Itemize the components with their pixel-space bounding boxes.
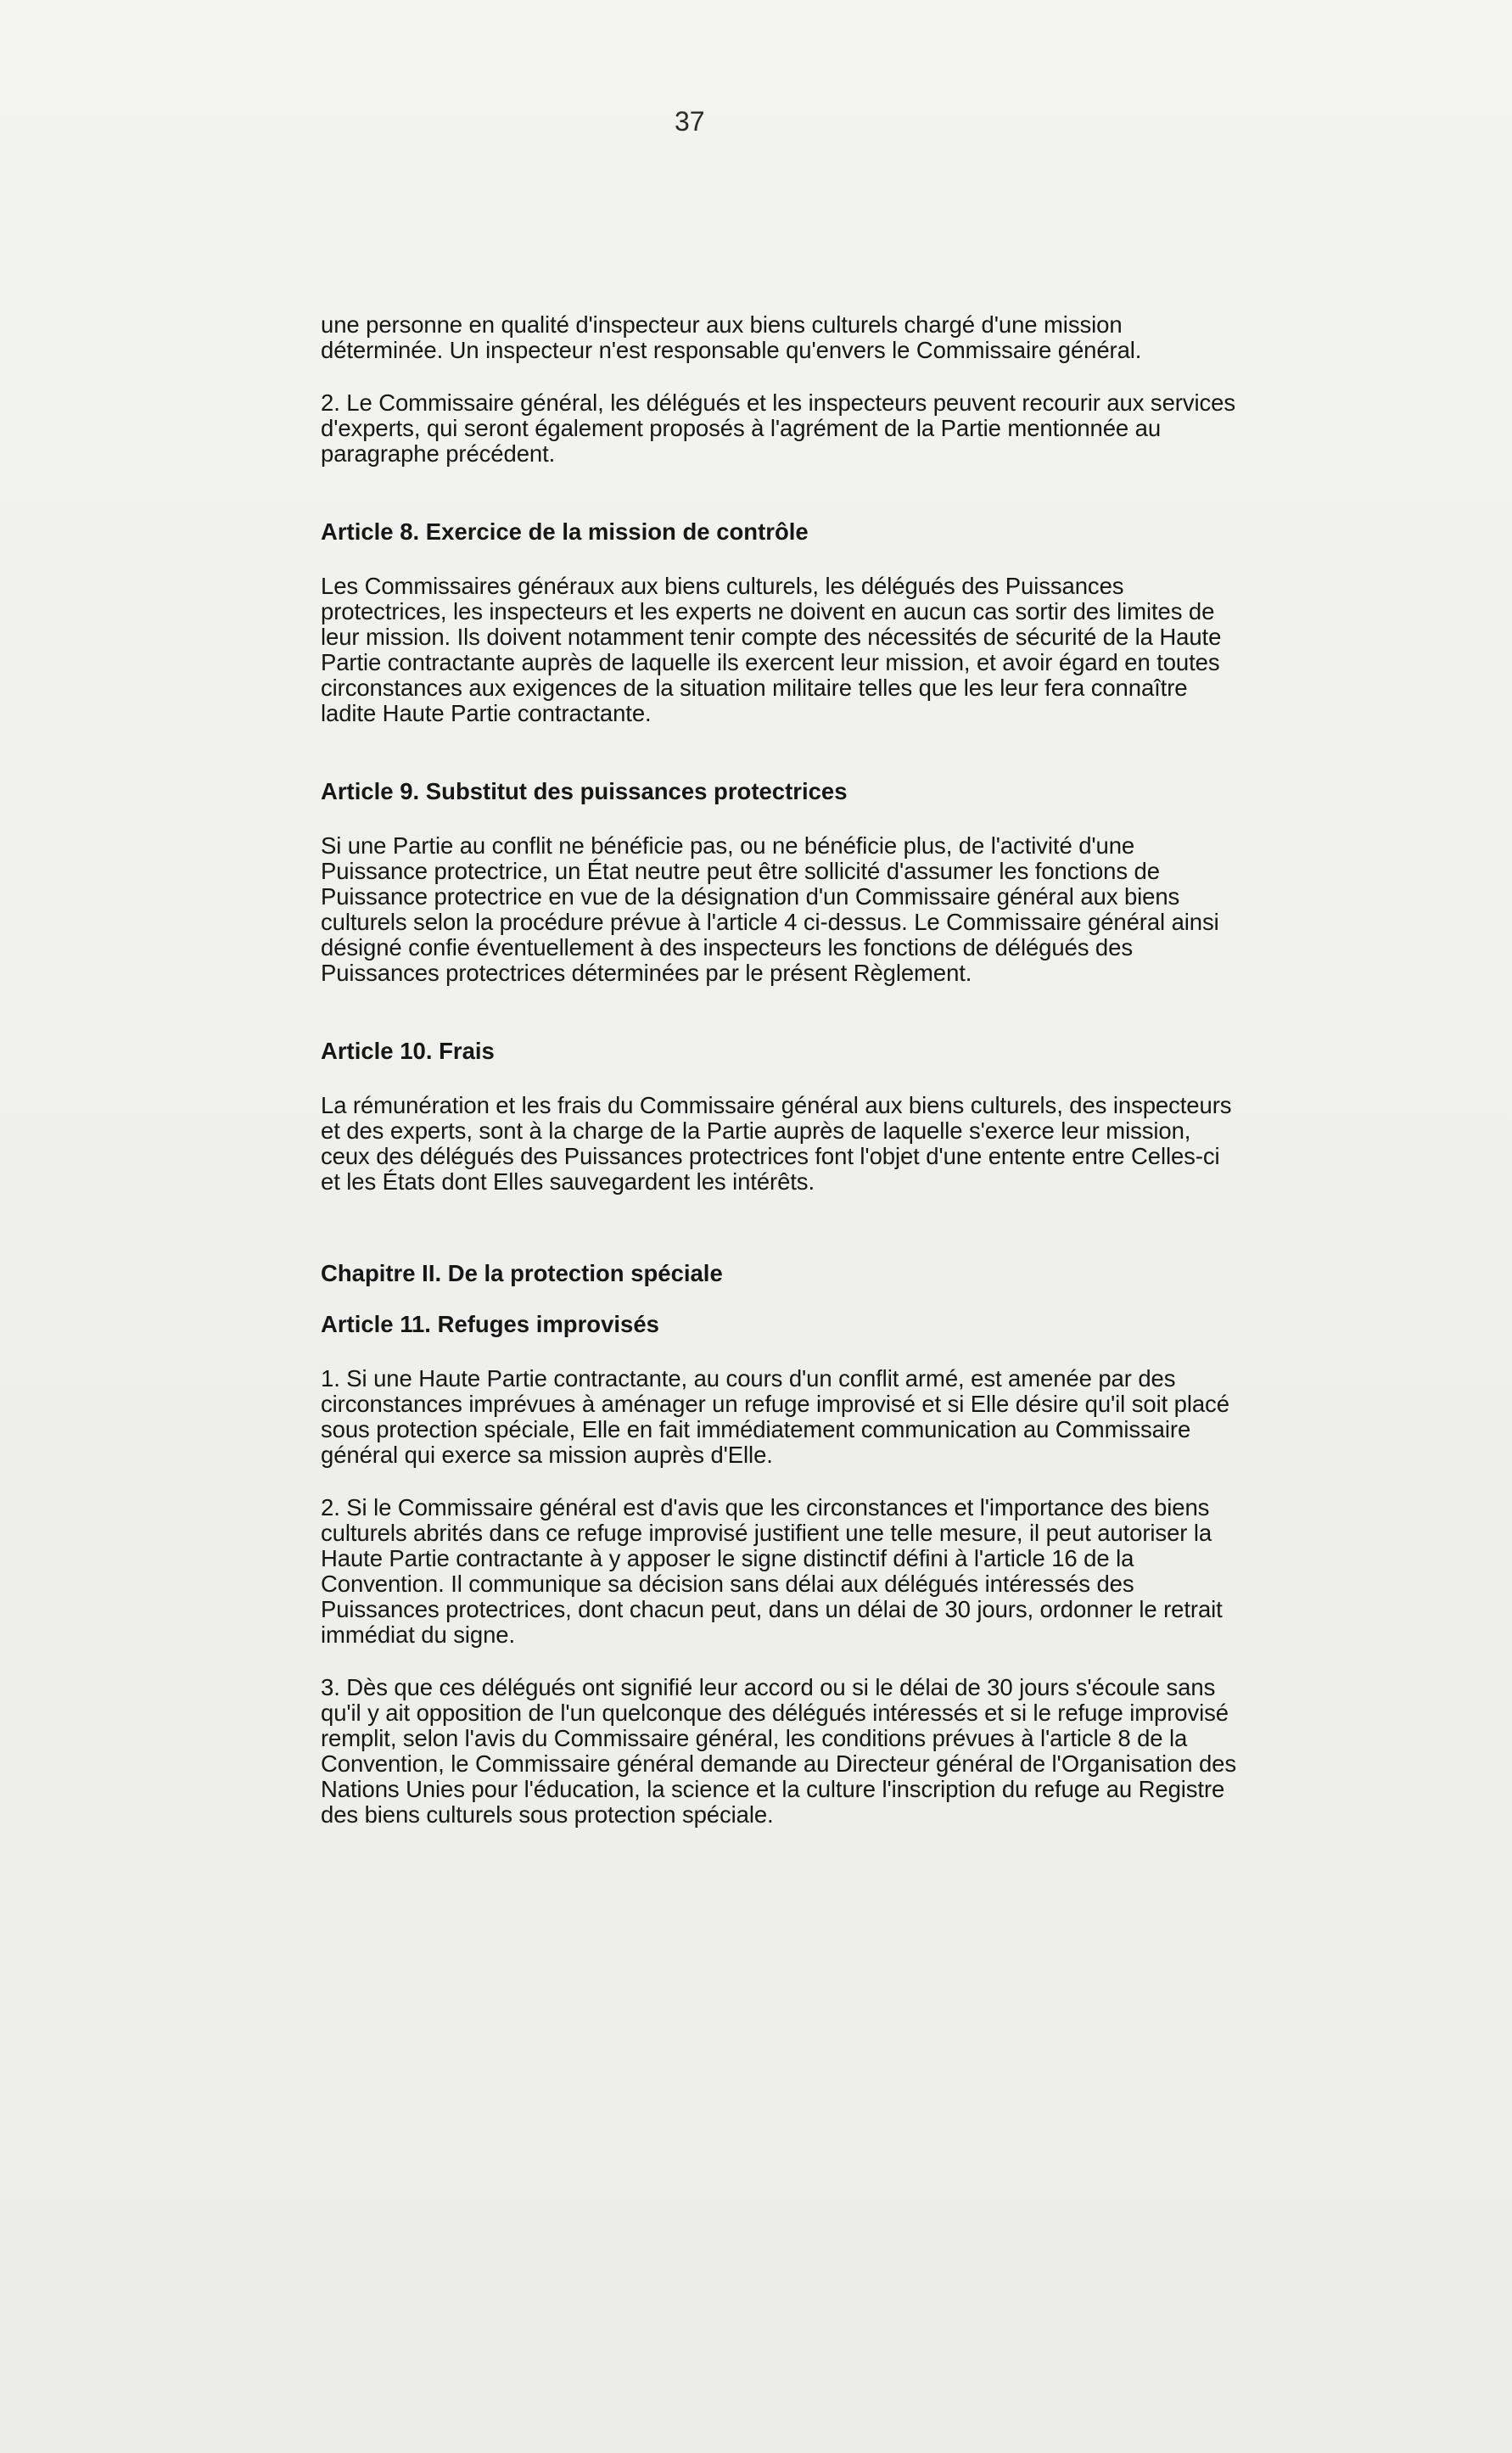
article-10-paragraph: La rémunération et les frais du Commissaire général aux biens culturels, des inspecteurs et des experts, sont à la charge de la Partie auprès de laquelle s'exerce leur mission, ceux des délégués des Puissances protectrices font l'objet d'une entente entre Celles-ci et les États dont Elles sauvegardent les intérêts.	[321, 1092, 1232, 1195]
article-8-paragraph: Les Commissaires généraux aux biens culturels, les délégués des Puissances protectrices, les inspecteurs et les experts ne doivent en aucun cas sortir des limites de leur mission. Ils doivent notamment tenir compte des nécessités de sécurité de la Haute Partie contractante auprès de laquelle ils exercent leur mission, et avoir égard en toutes circonstances aux exigences de la situation militaire telles que les leur fera connaître ladite Haute Partie contractante.	[321, 573, 1222, 726]
chapter-2-heading: Chapitre II. De la protection spéciale	[321, 1260, 723, 1286]
document-body	[321, 312, 1237, 1855]
article-11-heading: Article 11. Refuges improvisés	[321, 1311, 659, 1337]
article-10-heading: Article 10. Frais	[321, 1038, 495, 1064]
article-8-heading: Article 8. Exercice de la mission de contrôle	[321, 518, 809, 545]
article-11-paragraph-1: 1. Si une Haute Partie contractante, au cours d'un conflit armé, est amenée par des circonstances imprévues à aménager un refuge improvisé et si Elle désire qu'il soit placé sous protection spéciale, Elle en fait immédiatement communication au Commissaire général qui exerce sa mission auprès d'Elle.	[321, 1365, 1229, 1468]
article-9-paragraph: Si une Partie au conflit ne bénéficie pas, ou ne bénéficie plus, de l'activité d'une Puissance protectrice, un État neutre peut être sollicité d'assumer les fonctions de Puissance protectrice en vue de la désignation d'un Commissaire général aux biens culturels selon la procédure prévue à l'article 4 ci-dessus. Le Commissaire général ainsi désigné confie éventuellement à des inspecteurs les fonctions de délégués des Puissances protectrices déterminées par le présent Règlement.	[321, 832, 1219, 986]
article-11-paragraph-3: 3. Dès que ces délégués ont signifié leur accord ou si le délai de 30 jours s'écoule sans qu'il y ait opposition de l'un quelconque des délégués intéressés et si le refuge improvisé remplit, selon l'avis du Commissaire général, les conditions prévues à l'article 8 de la Convention, le Commissaire général demande au Directeur général de l'Organisation des Nations Unies pour l'éducation, la science et la culture l'inscription du refuge au Registre des biens culturels sous protection spéciale.	[321, 1674, 1237, 1828]
paragraph-continuation: une personne en qualité d'inspecteur aux biens culturels chargé d'une mission déterminée. Un inspecteur n'est responsable qu'envers le Commissaire général.	[321, 311, 1142, 363]
page-number: 37	[675, 106, 705, 137]
article-11-paragraph-2: 2. Si le Commissaire général est d'avis que les circonstances et l'importance des biens culturels abrités dans ce refuge improvisé justifient une telle mesure, il peut autoriser la Haute Partie contractante à y apposer le signe distinctif défini à l'article 16 de la Convention. Il communique sa décision sans délai aux délégués intéressés des Puissances protectrices, dont chacun peut, dans un délai de 30 jours, ordonner le retrait immédiat du signe.	[321, 1494, 1223, 1648]
article-9-heading: Article 9. Substitut des puissances protectrices	[321, 778, 848, 804]
paragraph-experts: 2. Le Commissaire général, les délégués et les inspecteurs peuvent recourir aux services d'experts, qui seront également proposés à l'agrément de la Partie mentionnée au paragraphe précédent.	[321, 389, 1235, 467]
